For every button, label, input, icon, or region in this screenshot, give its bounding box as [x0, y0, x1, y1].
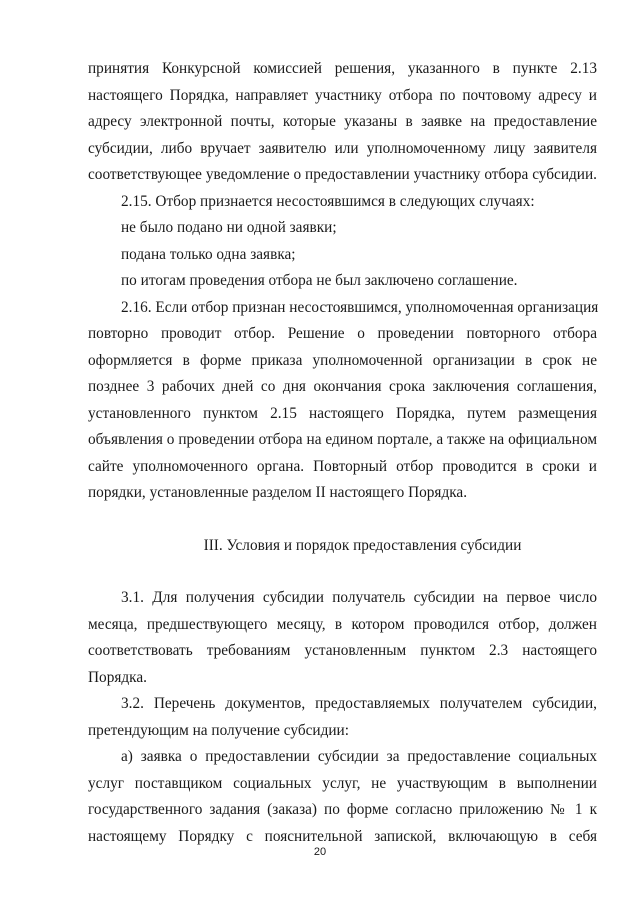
text-line: услуг поставщиком социальных услуг, не участвующим в выполнении — [88, 774, 597, 792]
text-line: адресу электронной почты, которые указаны в заявке на предоставление — [88, 113, 597, 130]
text-line: соответствующее уведомление о предоставлении участнику отбора субсидии. — [88, 166, 597, 183]
text-line: субсидии, либо вручает заявителю или уполномоченному лицу заявителя — [88, 139, 597, 157]
paragraph-para-2-15 — [88, 189, 597, 295]
text-line: не было подано ни одной заявки; — [121, 219, 337, 236]
paragraph-para-3-2 — [88, 691, 597, 744]
text-line: по итогам проведения отбора не был заключено соглашение. — [121, 272, 518, 289]
text-line: претендующим на получение субсидии: — [88, 721, 349, 739]
paragraph-para-2-14-cont — [88, 56, 597, 189]
text-line: повторно проводит отбор. Решение о проведении повторного отбора — [88, 325, 597, 342]
text-line: порядки, установленные разделом II настоящего Порядка. — [88, 484, 468, 501]
text-line: государственного задания (заказа) по форме согласно приложению № 1 к — [88, 801, 597, 818]
text-line: Порядка. — [88, 668, 147, 686]
text-line: 2.16. Если отбор признан несостоявшимся, уполномоченная организация — [121, 298, 599, 316]
text-line: 3.1. Для получения субсидии получатель субсидии на первое число — [121, 589, 597, 606]
page-number: 20 — [313, 846, 327, 858]
paragraph-para-3-2-a — [88, 744, 597, 850]
text-line: соответствовать требованиям установленным пунктом 2.3 настоящего — [88, 642, 597, 659]
body-text-bottom — [88, 585, 597, 850]
text-line: а) заявка о предоставлении субсидии за предоставление социальных — [121, 748, 597, 765]
text-line: 3.2. Перечень документов, предоставляемых получателем субсидии, — [121, 695, 597, 712]
text-line: 2.15. Отбор признается несостоявшимся в следующих случаях: — [121, 192, 535, 210]
text-line: месяца, предшествующего месяцу, в котором проводился отбор, должен — [88, 615, 597, 633]
text-line: установленного пунктом 2.15 настоящего Порядка, путем размещения — [88, 404, 597, 422]
text-line: подана только одна заявка; — [121, 245, 296, 263]
paragraph-para-3-1 — [88, 585, 597, 691]
document-page — [88, 56, 597, 850]
section-heading: III. Условия и порядок предоставления субсидии — [203, 536, 522, 554]
paragraph-para-2-16 — [88, 295, 597, 507]
text-line: позднее 3 рабочих дней со дня окончания срока заключения соглашения, — [88, 378, 597, 395]
text-line: сайте уполномоченного органа. Повторный отбор проводится в сроки и — [88, 457, 597, 475]
text-line: оформляется в форме приказа уполномоченной организации в срок не — [88, 351, 597, 369]
text-line: объявления о проведении отбора на едином портале, а также на официальном — [88, 431, 597, 448]
text-line: настоящему Порядку с пояснительной запиской, включающую в себя — [88, 827, 597, 845]
text-line: настоящего Порядка, направляет участнику отбора по почтовому адресу и — [88, 86, 597, 104]
body-text-top — [88, 56, 597, 507]
text-line: принятия Конкурсной комиссией решения, указанного в пункте 2.13 — [88, 60, 597, 77]
